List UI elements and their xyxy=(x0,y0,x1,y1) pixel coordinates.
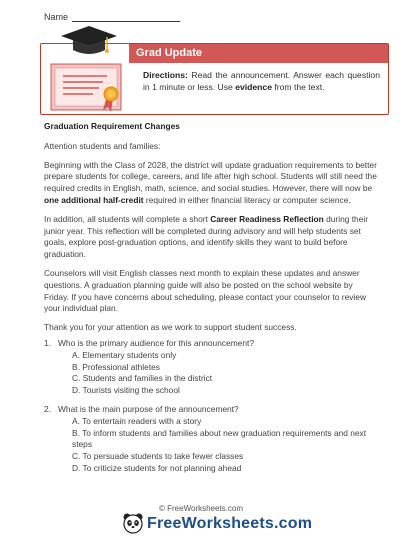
answer-option[interactable]: D. Tourists visiting the school xyxy=(72,385,180,396)
question-2 xyxy=(44,404,378,475)
answer-option[interactable]: B. Professional athletes xyxy=(72,361,160,372)
page-title: Grad Update xyxy=(129,44,388,63)
question-stem: Who is the primary audience for this announcement? xyxy=(58,338,254,348)
question-1 xyxy=(44,338,378,397)
answer-option[interactable]: A. Elementary students only xyxy=(72,349,177,360)
article-paragraph-2: In addition, all students will complete a short Career Readiness Reflection during their junior year. This reflection will be completed during advisory and will help students set goals, explore post-graduation options, and identify skills they want to build before graduation. xyxy=(44,213,369,260)
footer-logo[interactable]: FreeWorksheets.com xyxy=(147,515,313,532)
directions-label: Directions: xyxy=(143,70,188,80)
answer-option[interactable]: C. To persuade students to take fewer classes xyxy=(72,451,244,462)
directions-emphasis: evidence xyxy=(235,82,272,92)
article-title: Graduation Requirement Changes xyxy=(44,121,180,131)
question-number: 1. xyxy=(44,338,51,348)
answer-option[interactable]: C. Students and families in the district xyxy=(72,373,213,384)
directions-text xyxy=(143,69,380,93)
article-paragraph-4: Thank you for your attention as we work to support student success. xyxy=(44,322,297,333)
article-paragraph-1: Beginning with the Class of 2028, the district will update graduation requirements to better prepare students for college, careers, and life after high school. Students will still need the required credits in English, math, science, and social studies. However, there will now be one additional half-credit required in either financial literacy or computer science. xyxy=(44,159,377,205)
name-blank-line[interactable] xyxy=(72,12,180,22)
question-number: 2. xyxy=(44,403,51,414)
answer-option[interactable]: D. To criticize students for not planning ahead xyxy=(72,462,242,473)
question-stem: What is the main purpose of the announcement? xyxy=(58,403,239,414)
answer-option[interactable]: A. To entertain readers with a story xyxy=(72,415,202,426)
footer xyxy=(0,503,416,539)
question-list xyxy=(44,338,378,482)
footer-copyright: © FreeWorksheets.com xyxy=(159,504,243,513)
article-paragraph-3: Counselors will visit English classes next month to explain these updates and answer questions. A graduation planning guide will also be posted on the school website by Friday. If you have concerns about scheduling, please contact your counselor to review your individual plan. xyxy=(44,267,366,314)
article-body xyxy=(44,121,378,341)
graduation-cap-icon xyxy=(59,24,119,58)
panda-icon xyxy=(122,512,144,534)
directions-body-1: Read the announcement. Answer each question in 1 minute or less. Use xyxy=(143,70,380,92)
article-greeting: Attention students and families: xyxy=(44,140,161,151)
answer-option[interactable]: B. To inform students and families about new graduation requirements and next steps xyxy=(72,427,367,450)
directions-body-2: from the text. xyxy=(271,82,325,92)
name-label: Name xyxy=(44,12,69,22)
header-box xyxy=(40,43,389,115)
name-field-row xyxy=(44,12,180,22)
